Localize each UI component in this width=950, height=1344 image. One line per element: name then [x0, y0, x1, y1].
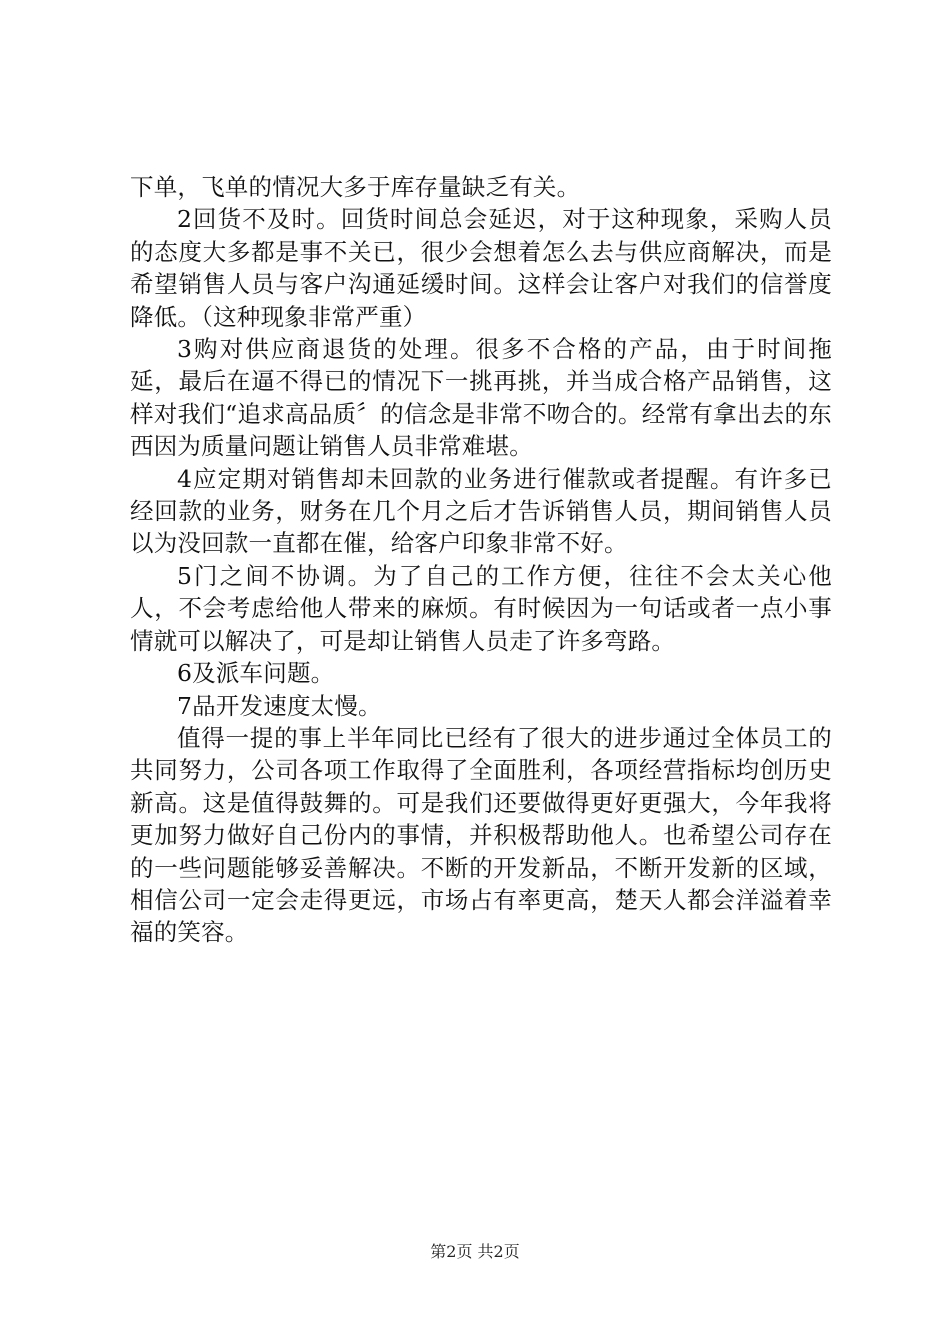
page-number-footer: 第2页 共2页: [430, 1242, 520, 1261]
paragraph-item-5: 5门之间不协调。为了自己的工作方便，往往不会太关心他人，不会考虑给他人带来的麻烦。有时候因为一句话或者一点小事情就可以解决了，可是却让销售人员走了许多弯路。: [130, 561, 832, 655]
paragraph-continuation: 下单，飞单的情况大多于库存量缺乏有关。: [130, 173, 581, 201]
paragraph-item-4: 4应定期对销售却未回款的业务进行催款或者提醒。有许多已经回款的业务，财务在几个月之后才告诉销售人员，期间销售人员以为没回款一直都在催，给客户印象非常不好。: [130, 464, 832, 558]
document-body: [130, 171, 832, 949]
paragraph-item-7: 7品开发速度太慢。: [177, 691, 382, 720]
paragraph-item-2: 2回货不及时。回货时间总会延迟，对于这种现象，采购人员的态度大多都是事不关已，很少会想着怎么去与供应商解决，而是希望销售人员与客户沟通延缓时间。这样会让客户对我们的信誉度降低。（这种现象非常严重）: [130, 205, 832, 331]
paragraph-item-3: 3购对供应商退货的处理。很多不合格的产品，由于时间拖延，最后在逼不得已的情况下一挑再挑，并当成合格产品销售，这样对我们“追求高品质〞的信念是非常不吻合的。经常有拿出去的东西因为质量问题让销售人员非常难堪。: [130, 335, 832, 461]
paragraph-item-6: 6及派车问题。: [177, 659, 335, 688]
paragraph-conclusion: 值得一提的事上半年同比已经有了很大的进步通过全体员工的共同努力，公司各项工作取得了全面胜利，各项经营指标均创历史新高。这是值得鼓舞的。可是我们还要做得更好更强大，今年我将更加努力做好自己份内的事情，并积极帮助他人。也希望公司存在的一些问题能够妥善解决。不断的开发新品，不断开发新的区域，相信公司一定会走得更远，市场占有率更高，楚天人都会洋溢着幸福的笑容。: [130, 723, 832, 947]
